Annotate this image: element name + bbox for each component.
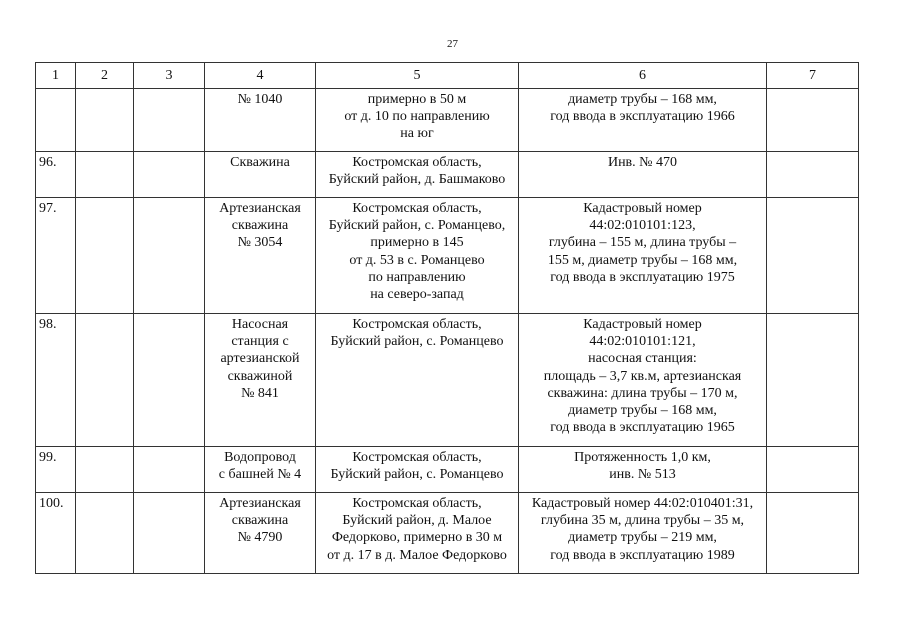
row-number: 97. [36,198,76,314]
column-number-row [36,63,859,89]
column-header: 2 [76,63,134,89]
cell-col3 [134,447,205,493]
row-number [36,89,76,152]
cell-col3 [134,152,205,198]
row-number: 100. [36,493,76,574]
object-details: диаметр трубы – 168 мм, год ввода в эксплуатацию 1966 [519,89,767,152]
cell-col7 [767,152,859,198]
row-number: 98. [36,314,76,447]
object-details: Кадастровый номер 44:02:010401:31, глубина 35 м, длина трубы – 35 м, диаметр трубы – 219 мм, год ввода в эксплуатацию 1989 [519,493,767,574]
cell-col7 [767,493,859,574]
table-row [36,198,859,314]
table-row [36,89,859,152]
row-number: 99. [36,447,76,493]
object-address: Костромская область, Буйский район, с. Романцево [316,314,519,447]
object-address: Костромская область, Буйский район, с. Романцево [316,447,519,493]
object-details: Инв. № 470 [519,152,767,198]
cell-col2 [76,198,134,314]
table-row [36,152,859,198]
row-number: 96. [36,152,76,198]
cell-col2 [76,447,134,493]
object-name: Насосная станция с артезианской скважиной № 841 [205,314,316,447]
object-address: Костромская область, Буйский район, с. Романцево, примерно в 145 от д. 53 в с. Романцево по направлению на северо-запад [316,198,519,314]
cell-col2 [76,493,134,574]
object-name: Скважина [205,152,316,198]
cell-col2 [76,314,134,447]
object-name: Водопровод с башней № 4 [205,447,316,493]
column-header: 1 [36,63,76,89]
column-header: 4 [205,63,316,89]
object-details: Кадастровый номер 44:02:010101:121, насосная станция: площадь – 3,7 кв.м, артезианская скважина: длина трубы – 170 м, диаметр трубы – 168 мм, год ввода в эксплуатацию 1965 [519,314,767,447]
object-address: Костромская область, Буйский район, д. Башмаково [316,152,519,198]
cell-col7 [767,447,859,493]
table-row [36,447,859,493]
column-header: 5 [316,63,519,89]
column-header: 7 [767,63,859,89]
object-details: Протяженность 1,0 км, инв. № 513 [519,447,767,493]
object-name: Артезианская скважина № 4790 [205,493,316,574]
object-address: Костромская область, Буйский район, д. Малое Федорково, примерно в 30 м от д. 17 в д. Малое Федорково [316,493,519,574]
object-name: № 1040 [205,89,316,152]
property-registry-table [35,62,859,574]
cell-col7 [767,314,859,447]
cell-col7 [767,89,859,152]
column-header: 6 [519,63,767,89]
page-number: 27 [447,38,458,50]
cell-col3 [134,493,205,574]
table-row [36,493,859,574]
object-details: Кадастровый номер 44:02:010101:123, глубина – 155 м, длина трубы – 155 м, диаметр трубы – 168 мм, год ввода в эксплуатацию 1975 [519,198,767,314]
cell-col3 [134,89,205,152]
table-row [36,314,859,447]
cell-col2 [76,89,134,152]
cell-col3 [134,198,205,314]
column-header: 3 [134,63,205,89]
object-address: примерно в 50 м от д. 10 по направлению на юг [316,89,519,152]
object-name: Артезианская скважина № 3054 [205,198,316,314]
cell-col2 [76,152,134,198]
cell-col7 [767,198,859,314]
cell-col3 [134,314,205,447]
